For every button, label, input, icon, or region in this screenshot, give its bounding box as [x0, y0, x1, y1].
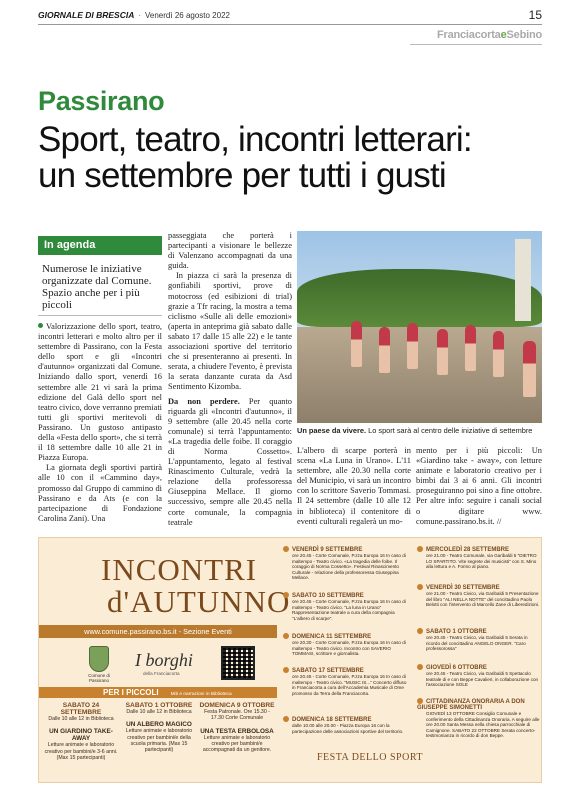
- event-date: VENERDÌ 9 SETTEMBRE: [283, 546, 411, 553]
- kids-event-title: UNA TESTA ERBOLOSA: [200, 727, 274, 735]
- kids-section-subtitle: Miti e narrazioni in Biblioteca: [170, 692, 232, 697]
- kids-event-desc: Letture animate e laboratorio creativo per bambini/e 3-6 anni. (Max 15 partecipanti): [44, 742, 118, 761]
- paragraph: passeggiata che porterà i partecipanti a visionare le bellezze di Valenzano accompagnati da una guida.: [168, 231, 292, 271]
- photo-skater: [351, 321, 362, 367]
- event-listing: [417, 628, 541, 652]
- agenda-label: In agenda: [38, 236, 162, 255]
- event-text: ore 20.45 - Corte Comunale, P.zza Europa 16 In caso di maltempo - Teatro civico. "La luna in Urano" Rappresentazione teatrale a cura della compagnia "L'albero di scarpe".: [292, 599, 406, 621]
- event-advertisement: [38, 537, 542, 783]
- masthead-rule: [38, 24, 542, 25]
- section-rule: [410, 44, 542, 45]
- kids-event: [43, 702, 119, 761]
- event-text: ore 21.00 - Teatro Civico, via Garibaldi 5 Presentazione del libro "ALI NELLA NOTTE" del concittadino Paolo Belotti con l'intervento di Marcello Zane di Liberedizioni.: [426, 591, 540, 608]
- kids-section-bar: [39, 687, 277, 698]
- comune-crest-icon: [89, 646, 109, 672]
- photo-skater: [407, 323, 418, 369]
- kids-event-title: UN GIARDINO TAKE-AWAY: [49, 728, 113, 743]
- event-date: MERCOLEDÌ 28 SETTEMBRE: [417, 546, 541, 553]
- photo-ground: [297, 327, 542, 423]
- issue-date: Venerdì 26 agosto 2022: [145, 11, 230, 20]
- text-column-2: [168, 231, 292, 528]
- paragraph: L'albero di scarpe porterà in scena «La Luna in Urano». L'11 settembre, alle 20.30 nella corte del Municipio, vi sarà un incontro con lo scrittore Saverio Tommasi. Il 24 settembre (dalle 10 alle 12 in biblioteca) il contenitore di eventi culturali regalerà un mo-: [297, 446, 411, 526]
- caption-text: Lo sport sarà al centro delle iniziative di settembre: [368, 426, 533, 435]
- article-kicker: Passirano: [38, 86, 165, 116]
- borghi-logo: I borghi: [135, 650, 193, 670]
- paragraph: [38, 322, 162, 463]
- headline-line-2: un settembre per tutti i gusti: [38, 156, 446, 195]
- kids-event-date: DOMENICA 9 OTTOBRE: [199, 702, 275, 709]
- kids-event: [199, 702, 275, 753]
- event-text: ore 20.45 - Corte Comunale, P.zza Europa 16 In caso di maltempo - Teatro civico. «La tragedia delle foibe. Il coraggio di Norma Cossetto». Festival Rinascimento Culturale - relazione della professoressa Giuseppina Mellace.: [292, 553, 406, 581]
- bullet-icon: [38, 323, 43, 328]
- event-date: DOMENICA 18 SETTEMBRE: [283, 716, 411, 723]
- event-text: dalle 10.00 alle 20.00 - Piazza Europa 16 con la partecipazione delle associazioni sportive del territorio.: [292, 723, 404, 734]
- article-headline: [38, 122, 542, 194]
- photo-skater: [493, 331, 504, 377]
- kids-event-desc: Letture animate e laboratorio creativo per bambini/e accompagnati da un genitore.: [202, 734, 272, 754]
- festa-dello-sport-logo: FESTA DELLO SPORT: [317, 752, 423, 763]
- text-column-1: [38, 322, 162, 524]
- event-date: SABATO 10 SETTEMBRE: [283, 592, 411, 599]
- event-listing: [283, 667, 411, 696]
- event-listing: [283, 592, 411, 621]
- masthead-separator: ·: [138, 11, 142, 20]
- ad-website: www.comune.passirano.bs.it - Sezione Eventi: [39, 625, 277, 638]
- event-listing: [417, 546, 541, 570]
- event-text: ore 20.45 - Teatro Civico, via Garibaldi 5 Spettacolo teatrale di e con Beppe Cavalieri, in collaborazione con l'associazione SOLE: [426, 671, 539, 688]
- event-text: GIOVEDÌ 13 OTTOBRE Consiglio Comunale e conferimento della Cittadinanza Onoraria. A seguire alle ore 20.00 Santa Messa nella chiesa parrocchiale di Camignone. SABATO 22 OTTOBRE Serata concerto-testimonianza in ricordo di don Beppe.: [426, 711, 540, 739]
- photo-trees: [297, 269, 542, 327]
- section-tag: [437, 29, 542, 41]
- event-date: SABATO 1 OTTOBRE: [417, 628, 541, 635]
- ad-title-line-1: INCONTRI: [101, 552, 258, 587]
- event-listing: [283, 546, 411, 581]
- borghi-subtitle: della Franciacorta: [143, 671, 180, 676]
- kids-event: [121, 702, 197, 753]
- event-text: ore 20.45 - Corte Comunale, P.zza Europa 16 In caso di maltempo - Teatro civico. "MUSIC IS..." Concerto diffuso in Franciacorta a cura dell'Accademia Musicale di Ome promosso da Terra della Franciacorta.: [292, 674, 407, 696]
- kids-event-time: Festa Patronale. Ore 15.30 - 17.30 Corte Comunale: [204, 709, 270, 722]
- text-column-3: [297, 446, 411, 527]
- event-listing: [283, 633, 411, 657]
- event-text: ore 20.30 - Corte Comunale, P.zza Europa 16 In caso di maltempo - Teatro civico. Incontro con SAVERIO TOMMASI, scrittore e giornalista.: [292, 640, 406, 657]
- comune-label: Comune di Passirano: [88, 673, 110, 683]
- event-text: ore 20.45 - Teatro Civico, via Garibaldi 5 Serata in ricordo del concittadino ANGELO ONGER. "Caro professorossa": [426, 635, 528, 652]
- section-tag-part2: e: [500, 29, 507, 41]
- paragraph: [168, 397, 292, 528]
- paragraph-text: Valorizzazione dello sport, teatro, incontri letterari e molto altro per il settembre di Passirano, con la Festa dello sport e gli «Incontri d'autunno» organizzati dal Comune. Iniziando dallo sport, venerdì 16 settembre alle 21 vi sarà la prima edizione del Galà dello sport nel teatro civico, dove verranno premiati tutti gli sportivi meritevoli di Passirano. Un gustoso antipasto della «Festa dello sport», che si terrà il 18 settembre dalle 10 alle 21 in Piazza Europa.: [38, 322, 162, 463]
- page-number: 15: [528, 8, 542, 22]
- kids-event-date: SABATO 24 SETTEMBRE: [60, 702, 102, 716]
- newspaper-name: GIORNALE DI BRESCIA: [38, 10, 135, 20]
- paragraph: In piazza ci sarà la presenza di gonfiabili sportivi, prove di motocross (ed esibizioni di trial) grazie a Tfr racing, la mostra a tema ciclismo «Sulle ali delle emozioni» (aperta in anteprima già sabato dalle sabato 17 dalle 15 alle 22) e le tante associazioni sportive del territorio che si presenteranno ai presenti. In serata, a chiudere l'evento, è prevista la serata danzante curata da Asd Sentimento Kizomba.: [168, 271, 292, 392]
- section-tag-part3: Sebino: [506, 29, 542, 41]
- headline-line-1: Sport, teatro, incontri letterari:: [38, 120, 472, 159]
- qr-code-icon: [221, 646, 255, 680]
- section-tag-part1: Franciacorta: [436, 29, 501, 41]
- kids-section-title: PER I PICCOLI: [103, 688, 159, 697]
- photo-skater: [437, 329, 448, 375]
- event-listing: [417, 584, 541, 608]
- kids-event-desc: Letture animate e laboratorio creativo per bambini/e della scuola primaria. (Max 15 partecipanti): [125, 728, 193, 754]
- kids-event-title: UN ALBERO MAGICO: [126, 721, 192, 729]
- event-listing: [417, 698, 541, 739]
- caption-lead: Un paese da vivere.: [297, 426, 367, 435]
- photo-skater: [523, 341, 536, 397]
- event-text: ore 21.00 - Teatro Comunale, via Garibaldi 5 "DIETRO LO SPARTITO. Vite segrete dei musicisti" con S. Mino alla lettura e A. Forino al piano.: [426, 553, 537, 570]
- photo-caption: [297, 426, 542, 435]
- photo-skater: [465, 325, 476, 371]
- paragraph: La giornata degli sportivi partirà alle 10 con il «Cammino day», promosso dal Gruppo di cammino di Passirano e da Ats (e con la partecipazione di Fondazione Carolina Zani). Una: [38, 463, 162, 523]
- ad-title-line-2: d'AUTUNNO: [107, 584, 291, 619]
- event-date: VENERDÌ 30 SETTEMBRE: [417, 584, 541, 591]
- summary-rule: [38, 315, 162, 316]
- kids-event-time: Dalle 10 alle 12 in Biblioteca: [48, 716, 114, 722]
- paragraph-text: Per quanto riguarda gli «Incontri d'autunno», il 9 settembre (alle 20.45 nella corte comunale) si terrà l'appuntamento: «La tragedia delle foibe. Il coraggio di Norma Cossetto». L'appuntamento, legato al festival Rinascimento Culturale, vedrà la relazione della professoressa Giuseppina Mellace. Il giorno successivo, sempre alle 20.45 nella corte comunale, la compagnia teatrale: [168, 396, 292, 527]
- photo-bell-tower: [515, 239, 531, 321]
- article-summary: Numerose le iniziative organizzate dal Comune. Spazio anche per i più piccoli: [42, 263, 152, 311]
- kids-event-time: Dalle 10 alle 12 in Biblioteca: [126, 709, 192, 715]
- kids-event-date: SABATO 1 OTTOBRE: [125, 702, 193, 709]
- paragraph: mento per i più piccoli: Un «Giardino take - away», con letture animate e laboratorio creativo per i bimbi dai 3 ai 6 anni. Gli incontri proseguiranno poi sino a fine ottobre. Per altre info: seguire i canali social o digitare www. comune.passirano.bs.it. //: [416, 446, 542, 526]
- event-date: GIOVEDÌ 6 OTTOBRE: [417, 664, 541, 671]
- event-date: CITTADINANZA ONORARIA A DON GIUSEPPE SIMONETTI: [417, 698, 541, 711]
- text-column-4: [416, 446, 542, 527]
- paragraph-lead: Da non perdere.: [168, 396, 240, 406]
- event-listing: [283, 716, 411, 734]
- event-date: SABATO 17 SETTEMBRE: [283, 667, 411, 674]
- article-photo: [297, 231, 542, 423]
- event-listing: [417, 664, 541, 688]
- event-date: DOMENICA 11 SETTEMBRE: [283, 633, 411, 640]
- photo-skater: [379, 327, 390, 373]
